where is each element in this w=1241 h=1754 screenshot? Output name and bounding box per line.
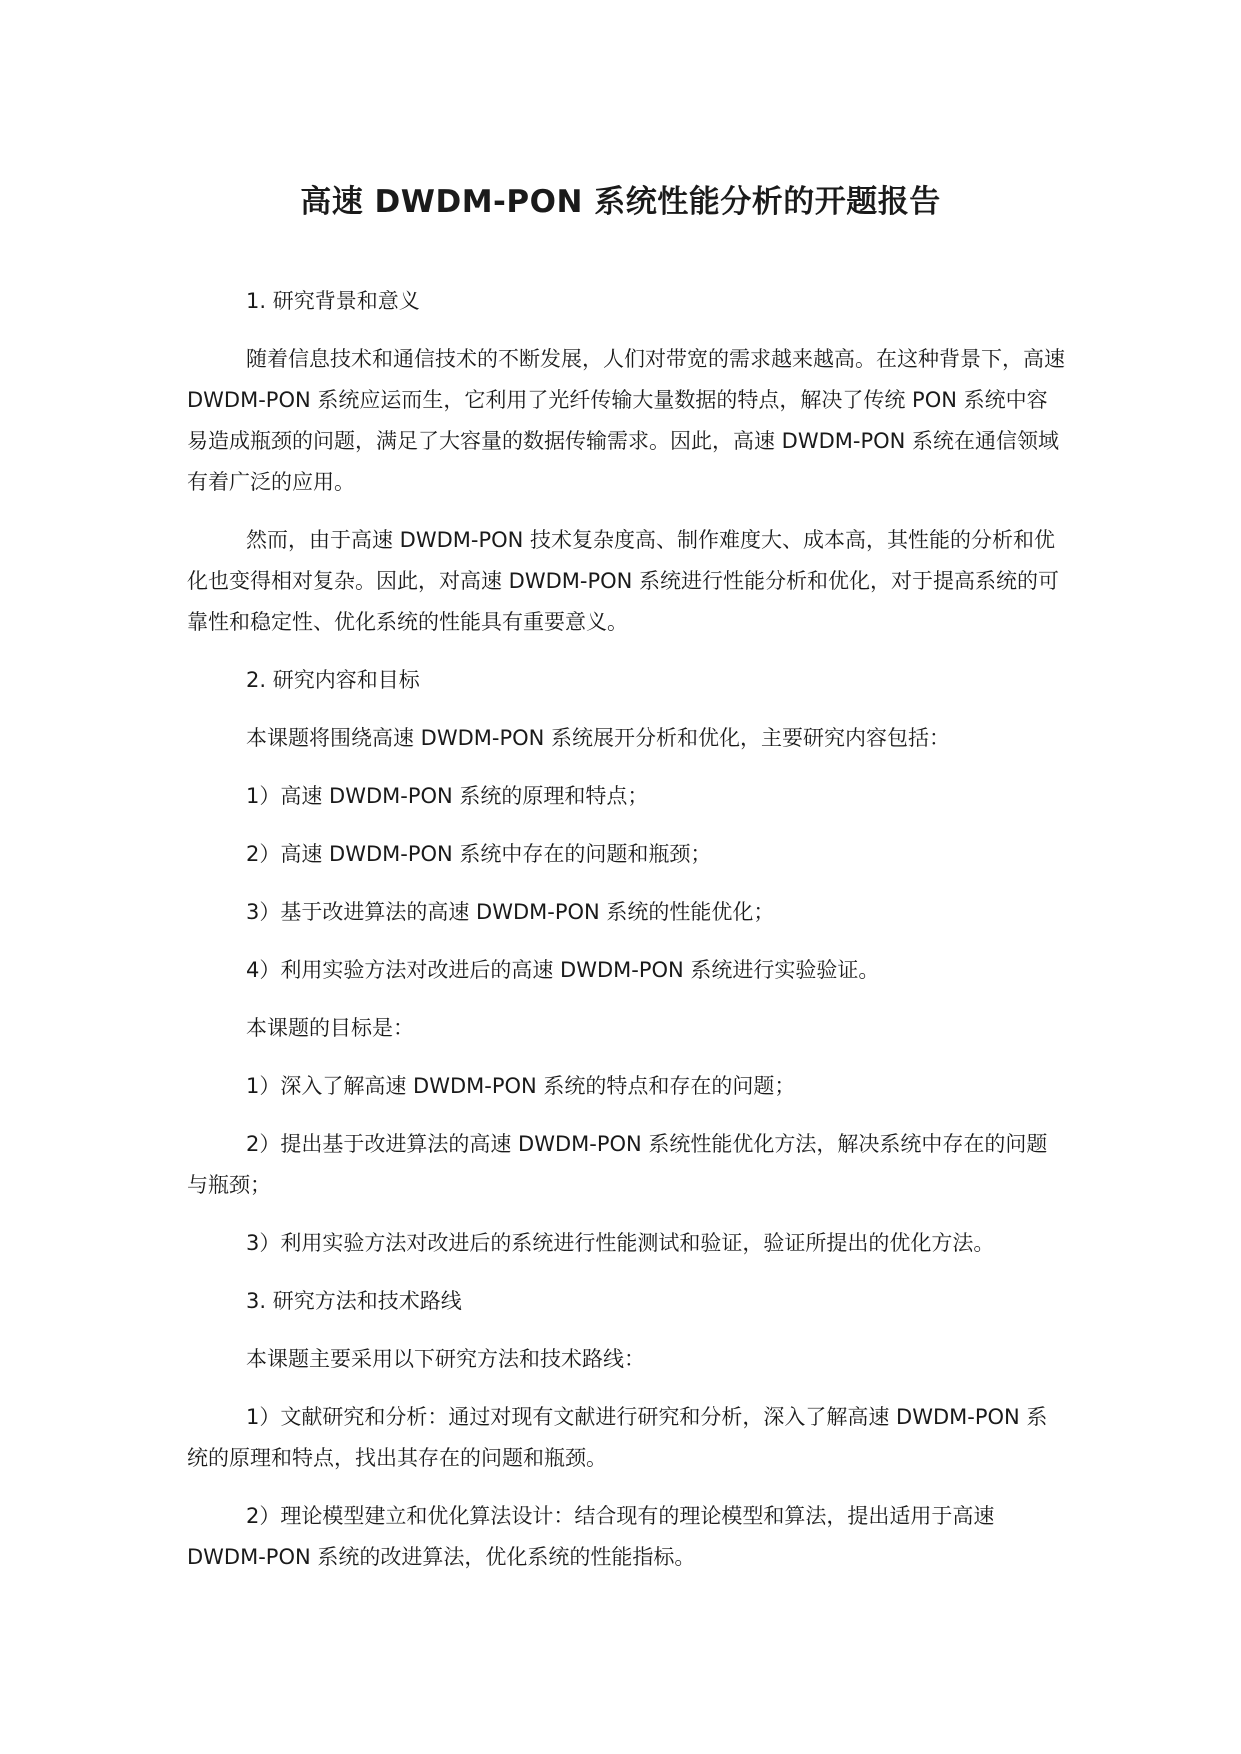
section-heading-content-goals: 2. 研究内容和目标 — [246, 668, 420, 692]
list-item-goal-1: 1）深入了解高速 DWDM-PON 系统的特点和存在的问题； — [246, 1074, 796, 1098]
list-item-content-4: 4）利用实验方法对改进后的高速 DWDM-PON 系统进行实验验证。 — [246, 958, 880, 982]
section-heading-background: 1. 研究背景和意义 — [246, 289, 420, 313]
document-title: 高速 DWDM-PON 系统性能分析的开题报告 — [300, 184, 941, 220]
paragraph-content-intro: 本课题将围绕高速 DWDM-PON 系统展开分析和优化，主要研究内容包括： — [246, 726, 951, 750]
list-item-content-3: 3）基于改进算法的高速 DWDM-PON 系统的性能优化； — [246, 900, 775, 924]
paragraph-significance: 然而，由于高速 DWDM-PON 技术复杂度高、制作难度大、成本高，其性能的分析和优化也变得相对复杂。因此，对高速 DWDM-PON 系统进行性能分析和优化，对于提高系统的可靠性和稳定性、优化系统的性能具有重要意义。 — [187, 528, 1060, 634]
section-heading-methods: 3. 研究方法和技术路线 — [246, 1289, 462, 1313]
list-item-goal-2: 2）提出基于改进算法的高速 DWDM-PON 系统性能优化方法，解决系统中存在的问题与瓶颈； — [187, 1132, 1048, 1197]
paragraph-methods-intro: 本课题主要采用以下研究方法和技术路线： — [246, 1347, 645, 1371]
list-item-method-1: 1）文献研究和分析：通过对现有文献进行研究和分析，深入了解高速 DWDM-PON 系统的原理和特点，找出其存在的问题和瓶颈。 — [187, 1405, 1048, 1470]
paragraph-goals-intro: 本课题的目标是： — [246, 1016, 414, 1040]
list-item-content-2: 2）高速 DWDM-PON 系统中存在的问题和瓶颈； — [246, 842, 712, 866]
list-item-goal-3: 3）利用实验方法对改进后的系统进行性能测试和验证，验证所提出的优化方法。 — [246, 1231, 995, 1255]
document-body — [187, 281, 1067, 1595]
list-item-content-1: 1）高速 DWDM-PON 系统的原理和特点； — [246, 784, 649, 808]
paragraph-background: 随着信息技术和通信技术的不断发展，人们对带宽的需求越来越高。在这种背景下，高速 DWDM-PON 系统应运而生，它利用了光纤传输大量数据的特点，解决了传统 PON 系统中容易造成瓶颈的问题，满足了大容量的数据传输需求。因此，高速 DWDM-PON 系统在通信领域有着广泛的应用。 — [187, 347, 1065, 494]
list-item-method-2: 2）理论模型建立和优化算法设计：结合现有的理论模型和算法，提出适用于高速 DWDM-PON 系统的改进算法，优化系统的性能指标。 — [187, 1504, 995, 1569]
